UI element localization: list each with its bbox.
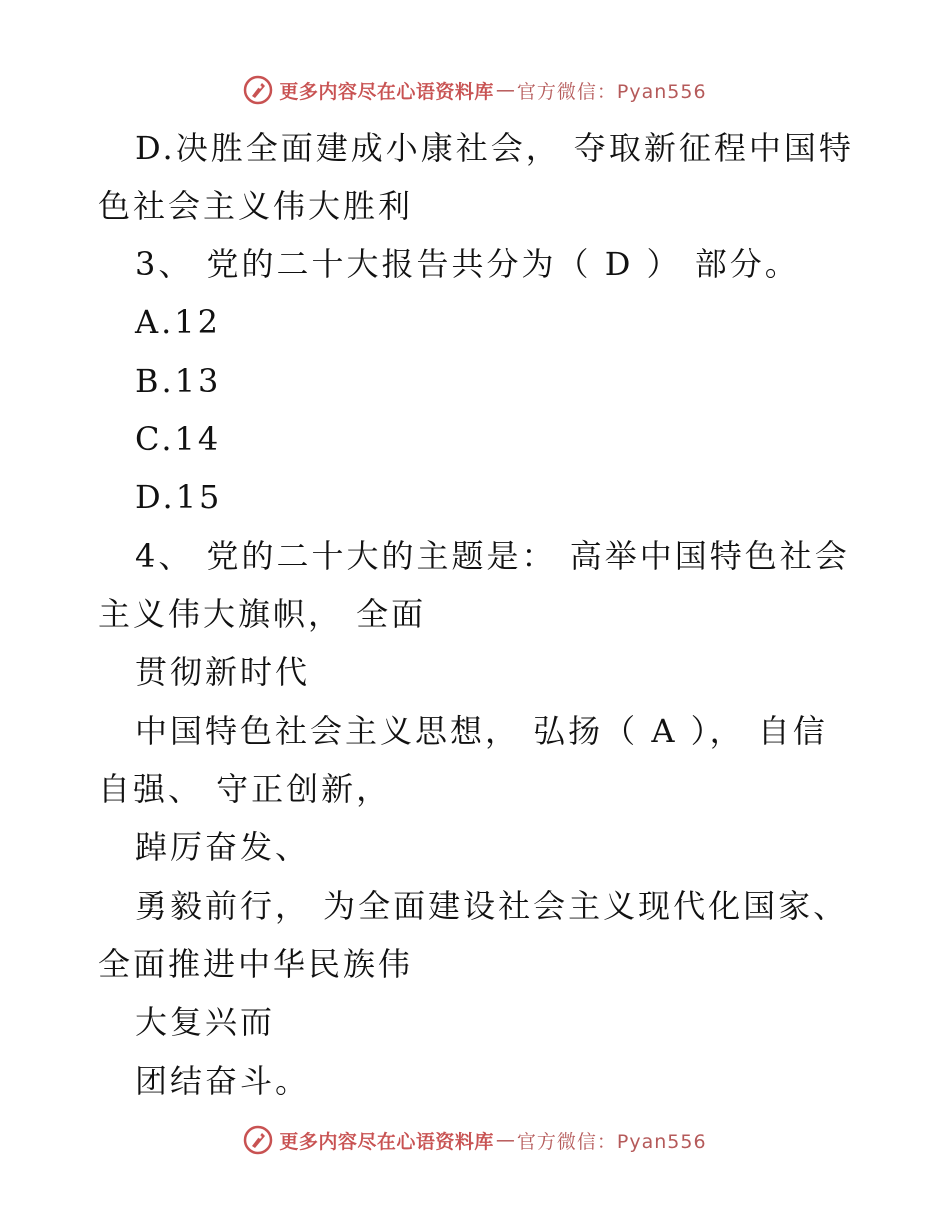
text-line: 全面推进中华民族伟 [98,945,414,983]
watermark-separator: — [495,79,515,101]
text-line: 色社会主义伟大胜利 [98,187,414,225]
watermark-contact-text: 官方微信：Pyan556 [516,80,707,103]
text-line: 团结奋斗。 [135,1062,311,1100]
question-3: 3、 党的二十大报告共分为（ D ） 部分。 [135,245,800,283]
text-line: 大复兴而 [135,1003,276,1041]
text-line: 贯彻新时代 [135,653,311,691]
text-line: 主义伟大旗帜， 全面 [98,595,427,633]
option-d: D.15 [135,478,223,516]
option-c: C.14 [135,420,222,458]
text-line: 踔厉奋发、 [135,828,311,866]
watermark-contact-text: 官方微信：Pyan556 [516,1130,707,1153]
pen-nib-logo-icon [243,75,273,105]
text-line: 中国特色社会主义思想， 弘扬（ A ）， 自信 [135,712,828,750]
pen-nib-logo-icon [243,1125,273,1155]
option-b: B.13 [135,362,222,400]
question-4: 4、 党的二十大的主题是： 高举中国特色社会 [135,537,850,575]
option-a: A.12 [135,303,221,341]
header-watermark [0,70,950,110]
watermark-separator: — [495,1129,515,1151]
footer-watermark [0,1120,950,1160]
watermark-site-text: 更多内容尽在心语资料库 [279,1130,494,1153]
watermark-site-text: 更多内容尽在心语资料库 [279,80,494,103]
text-line: D.决胜全面建成小康社会， 夺取新征程中国特 [135,129,854,167]
text-line: 自强、 守正创新， [98,770,392,808]
text-line: 勇毅前行， 为全面建设社会主义现代化国家、 [135,887,849,925]
